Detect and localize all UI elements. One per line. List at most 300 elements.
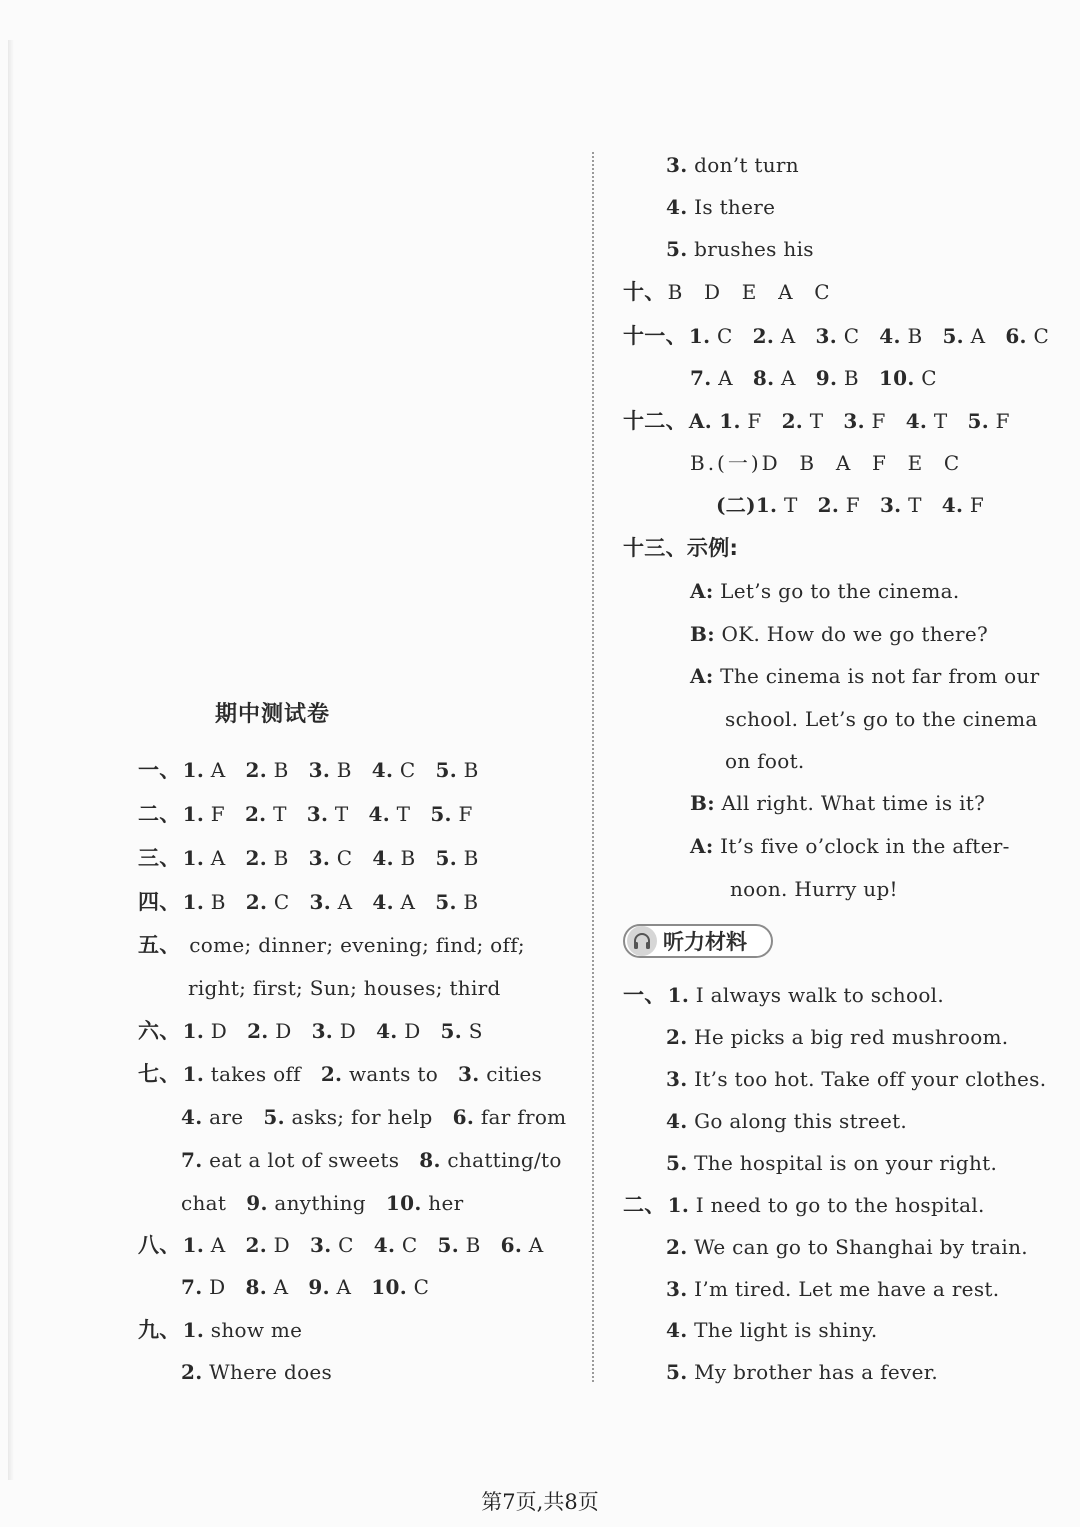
item-text: don’t turn [687, 153, 799, 177]
answer-item [419, 1148, 561, 1172]
item-text: eat a lot of sweets [202, 1148, 400, 1172]
answer-line-1: 一、 1. A 2. B 3. B 4. C 5. B [138, 758, 479, 782]
item-text: The hospital is on your right. [687, 1151, 998, 1175]
item-number: 5. [430, 802, 452, 826]
answer-item [181, 1275, 225, 1299]
answer-line-7b [181, 1103, 566, 1131]
item-number: 5. [263, 1105, 285, 1129]
item-text: F [963, 493, 985, 517]
item-text: I’m tired. Let me have a rest. [687, 1277, 1000, 1301]
items [666, 153, 799, 177]
answer-line-r2 [666, 193, 775, 221]
item-text: A [393, 890, 416, 914]
answer-item [690, 366, 733, 390]
item-text: The light is shiny. [687, 1318, 878, 1342]
item-number: 4. [372, 890, 394, 914]
answer-item [369, 802, 411, 826]
item-text: My brother has a fever. [687, 1360, 939, 1384]
dialogue-line-3c [725, 747, 805, 775]
item-number: 2. [245, 890, 268, 914]
item-number: B: [690, 791, 715, 815]
answer-line-11: 十一、 1. C 2. A 3. C 4. B 5. A 6. C [623, 324, 1050, 348]
answer-item [371, 1275, 429, 1299]
answer-line-9b [181, 1358, 332, 1386]
answer-item [376, 1019, 420, 1043]
item-number: 5. [666, 237, 688, 261]
listening-badge-label: 听力材料 [663, 930, 747, 954]
item-number: 3. [458, 1062, 480, 1086]
items [183, 758, 479, 782]
item-text: T [901, 493, 922, 517]
item-text: T [390, 802, 411, 826]
item-number: 2. [320, 1062, 343, 1086]
listening-line-2-3 [666, 1275, 999, 1303]
item-text: F [451, 802, 473, 826]
answer-item [690, 834, 1010, 858]
answer-item [880, 493, 922, 517]
answer-item [666, 1235, 1028, 1259]
item-number: 2. [244, 802, 267, 826]
item-number: 1. [182, 1062, 205, 1086]
item-number: 4. [373, 1233, 396, 1257]
items [689, 409, 1010, 433]
answer-item [689, 324, 733, 348]
dialogue-line-4 [690, 789, 985, 817]
items [181, 1191, 463, 1215]
answer-item [690, 664, 1040, 688]
dialogue-line-1 [690, 577, 960, 605]
item-number: 3. [666, 1067, 688, 1091]
item-text: A [204, 846, 226, 870]
item-text: F [864, 409, 886, 433]
item-text: A [266, 1275, 289, 1299]
item-number: 2. [781, 409, 804, 433]
answer-item [458, 1062, 542, 1086]
items [666, 237, 814, 261]
item-text: F [839, 493, 860, 517]
listening-line-1-2 [666, 1023, 1008, 1051]
item-text: C [267, 890, 290, 914]
answer-item [181, 1191, 226, 1215]
item-text: T [803, 409, 824, 433]
items [666, 195, 775, 219]
item-text: S [462, 1019, 483, 1043]
item-text: A [774, 324, 796, 348]
item-text: A [522, 1233, 544, 1257]
listening-line-2-4 [666, 1316, 878, 1344]
listening-line-1-5 [666, 1149, 997, 1177]
item-text: B [204, 890, 226, 914]
answer-item [372, 890, 415, 914]
item-text: I need to go to the hospital. [689, 1193, 985, 1217]
item-text: C [395, 1233, 418, 1257]
item-text: A [330, 890, 353, 914]
item-text: A [204, 758, 226, 782]
listening-line-2-2 [666, 1233, 1028, 1261]
answer-item [309, 846, 353, 870]
item-text: C [393, 758, 416, 782]
answer-item [310, 890, 353, 914]
item-text: All right. What time is it? [714, 791, 986, 815]
items [690, 366, 937, 390]
headphones-icon [627, 926, 657, 956]
answer-item [441, 1019, 483, 1043]
answer-item [436, 846, 479, 870]
item-number: 2. [245, 846, 267, 870]
answer-line-13: 十三、示例: [623, 536, 739, 560]
item-number: (二)1. [716, 493, 778, 517]
answer-line-6: 六、 1. D 2. D 3. D 4. D 5. S [138, 1019, 483, 1043]
item-number: 5. [666, 1360, 688, 1384]
answer-item [181, 1360, 332, 1384]
listening-line-1-4 [666, 1107, 907, 1135]
item-number: 5. [666, 1151, 688, 1175]
item-number: 1. [667, 1193, 690, 1217]
item-number: 8. [245, 1275, 267, 1299]
item-number: 5. [440, 1019, 463, 1043]
answer-text: on foot. [725, 749, 805, 773]
item-text: Let’s go to the cinema. [713, 579, 960, 603]
answer-item [430, 802, 472, 826]
item-text: Go along this street. [687, 1109, 908, 1133]
item-number: 3. [308, 846, 331, 870]
item-number: 2. [666, 1025, 688, 1049]
item-number: 1. [182, 846, 205, 870]
answer-item [246, 758, 289, 782]
answer-item [310, 1233, 354, 1257]
answer-line-7: 七、 1. takes off 2. wants to 3. cities [138, 1062, 543, 1086]
answer-item [666, 1067, 1046, 1091]
item-number: 4. [941, 493, 964, 517]
items [666, 1151, 997, 1175]
item-number: 7. [181, 1275, 203, 1299]
item-number: 4. [371, 758, 394, 782]
item-text: OK. How do we go there? [714, 622, 989, 646]
item-text: D [397, 1019, 421, 1043]
item-number: 4. [376, 1019, 398, 1043]
items [666, 1235, 1028, 1259]
item-number: 3. [308, 758, 331, 782]
item-number: 2. [817, 493, 840, 517]
answer-item [666, 1151, 997, 1175]
item-text: B [266, 758, 289, 782]
item-text: C [1026, 324, 1050, 348]
listening-line-1-1: 一、 1. I always walk to school. [623, 983, 945, 1007]
item-text: T [328, 802, 349, 826]
item-number: 4. [666, 1318, 688, 1342]
answer-line-r3 [666, 235, 814, 263]
item-text: D [333, 1019, 357, 1043]
scan-edge-shadow [8, 40, 14, 1480]
answer-line-3: 三、 1. A 2. B 3. C 4. B 5. B [138, 846, 479, 870]
answer-item [942, 493, 984, 517]
item-number: 1. [182, 758, 205, 782]
item-number: B: [690, 622, 715, 646]
item-number: 1. [182, 890, 205, 914]
item-text: C [914, 366, 937, 390]
answer-item [666, 195, 775, 219]
answer-item [879, 366, 937, 390]
answer-item [374, 1233, 418, 1257]
items [183, 1062, 543, 1086]
answer-item [753, 324, 796, 348]
item-number: 3. [311, 1019, 334, 1043]
item-text: It’s too hot. Take off your clothes. [687, 1067, 1047, 1091]
answer-item [668, 1193, 985, 1217]
answer-item [245, 802, 287, 826]
items [689, 324, 1049, 348]
item-text: C [330, 846, 353, 870]
item-number: 3. [666, 153, 688, 177]
item-number: 5. [437, 1233, 459, 1257]
answer-line-11b [690, 364, 937, 392]
items [183, 1318, 303, 1342]
answer-item [782, 409, 824, 433]
answer-item [668, 983, 944, 1007]
answer-item [372, 758, 416, 782]
answer-item [247, 1019, 291, 1043]
listening-line-2-1: 二、 1. I need to go to the hospital. [623, 1193, 985, 1217]
item-number: 3. [879, 493, 902, 517]
item-text: A [774, 366, 796, 390]
item-text: B [393, 846, 416, 870]
item-text: anything [267, 1191, 366, 1215]
answer-item [690, 622, 988, 646]
answer-text: come; dinner; evening; find; off; [189, 933, 525, 957]
item-text: C [331, 1233, 354, 1257]
item-number: 5. [435, 846, 458, 870]
answer-item [263, 1105, 432, 1129]
item-text: Where does [202, 1360, 333, 1384]
answer-item [307, 802, 349, 826]
answer-item [309, 758, 352, 782]
answer-item [690, 579, 960, 603]
answer-item [753, 366, 796, 390]
answer-item [818, 493, 860, 517]
items [666, 1025, 1008, 1049]
answer-line-4: 四、 1. B 2. C 3. A 4. A 5. B [138, 890, 479, 914]
item-text: B [457, 758, 479, 782]
item-number: 4. [879, 324, 901, 348]
answer-item [246, 890, 290, 914]
item-number: A: [690, 834, 714, 858]
answer-item [183, 758, 226, 782]
items [183, 890, 479, 914]
answer-item [906, 409, 948, 433]
answer-item [689, 409, 762, 433]
item-number: 8. [419, 1148, 441, 1172]
items [183, 1019, 483, 1043]
column-divider [592, 152, 594, 1382]
item-text: B [456, 890, 479, 914]
item-text: A [329, 1275, 352, 1299]
item-number: A: [690, 579, 714, 603]
item-text: chatting/to [440, 1148, 562, 1172]
answer-text: right; first; Sun; houses; third [188, 976, 501, 1000]
answer-line-5: 五、 come; dinner; evening; find; off; [138, 933, 525, 957]
item-text: F [740, 409, 762, 433]
answer-line-r1 [666, 151, 799, 179]
item-number: 1. [667, 983, 690, 1007]
listening-line-1-3 [666, 1065, 1046, 1093]
answer-item [879, 324, 922, 348]
dialogue-line-2 [690, 620, 988, 648]
item-number: 4. [181, 1105, 203, 1129]
items [716, 493, 984, 517]
item-number: 1. [182, 1318, 205, 1342]
item-number: 1. [182, 1019, 205, 1043]
item-text: He picks a big red mushroom. [687, 1025, 1009, 1049]
item-number: 4. [905, 409, 928, 433]
answer-line-7c [181, 1146, 562, 1174]
answer-item [181, 1105, 243, 1129]
answer-item [183, 890, 226, 914]
answer-line-8: 八、 1. A 2. D 3. C 4. C 5. B 6. A [138, 1233, 544, 1257]
answer-item [372, 846, 415, 870]
item-text: far from [474, 1105, 567, 1129]
item-text: D [202, 1275, 226, 1299]
answer-item [816, 366, 859, 390]
item-text: B [837, 366, 859, 390]
answer-item [716, 493, 798, 517]
item-number: 3. [815, 324, 838, 348]
item-number: 2. [752, 324, 775, 348]
item-number: 6. [452, 1105, 475, 1129]
answer-item [453, 1105, 567, 1129]
answer-item [308, 1275, 351, 1299]
answer-item [245, 1275, 288, 1299]
item-number: 3. [309, 890, 331, 914]
page-number: 第7页,共8页 [481, 1490, 599, 1514]
answer-line-5b [188, 974, 501, 1002]
items [666, 1318, 878, 1342]
item-text: B [457, 846, 479, 870]
item-text: T [777, 493, 798, 517]
answer-item [246, 1233, 290, 1257]
item-number: 6. [500, 1233, 523, 1257]
item-text: B [266, 846, 289, 870]
answer-item [666, 1277, 999, 1301]
answer-item [816, 324, 860, 348]
answer-line-2: 二、 1. F 2. T 3. T 4. T 5. F [138, 802, 473, 826]
item-number: 9. [815, 366, 838, 390]
item-number: 5. [967, 409, 989, 433]
answer-item [942, 324, 985, 348]
answer-line-12c [716, 491, 984, 519]
item-text: C [837, 324, 860, 348]
item-number: 7. [690, 366, 712, 390]
answer-item [968, 409, 1010, 433]
dialogue-line-3b [725, 705, 1038, 733]
answer-item [666, 1318, 878, 1342]
item-text: A [204, 1233, 226, 1257]
item-number: 10. [371, 1275, 407, 1299]
items [668, 983, 944, 1007]
item-text: A [711, 366, 733, 390]
answer-line-10: 十、 B D E A C [623, 280, 833, 304]
dialogue-line-3 [690, 662, 1040, 690]
section-title: 期中测试卷 [215, 702, 331, 727]
answer-line-12: 十二、 A. 1. F 2. T 3. F 4. T 5. F [623, 409, 1010, 433]
items [666, 1360, 938, 1384]
item-number: A. 1. [688, 409, 741, 433]
item-text: brushes his [687, 237, 814, 261]
item-number: 8. [752, 366, 775, 390]
item-number: 9. [246, 1191, 268, 1215]
items [690, 834, 1010, 858]
answer-line-8b [181, 1273, 429, 1301]
answer-item [386, 1191, 464, 1215]
items [183, 802, 473, 826]
answer-item [666, 153, 799, 177]
answer-item [666, 1109, 907, 1133]
item-number: 2. [245, 758, 267, 782]
item-text: I always walk to school. [689, 983, 945, 1007]
answer-item [183, 846, 226, 870]
answer-item [321, 1062, 438, 1086]
answer-item [181, 1148, 399, 1172]
item-number: 5. [435, 758, 458, 782]
item-text: It’s five o’clock in the after- [713, 834, 1010, 858]
items [666, 1277, 999, 1301]
item-number: 4. [666, 1109, 688, 1133]
item-text: F [988, 409, 1010, 433]
item-text: T [266, 802, 287, 826]
items [181, 1275, 429, 1299]
item-number: 7. [181, 1148, 203, 1172]
item-number: 3. [309, 1233, 332, 1257]
answer-item [436, 758, 479, 782]
item-text: B [330, 758, 352, 782]
item-number: 10. [878, 366, 915, 390]
item-number: 2. [247, 1019, 269, 1043]
answer-item [666, 1360, 938, 1384]
item-number: 4. [368, 802, 391, 826]
item-text: C [710, 324, 733, 348]
answer-item [435, 890, 478, 914]
answer-line-9: 九、 1. show me [138, 1318, 303, 1342]
answer-item [183, 1233, 226, 1257]
item-number: 5. [942, 324, 964, 348]
answer-text: B D E A C [667, 280, 833, 304]
item-number: 10. [385, 1191, 422, 1215]
item-number: 1. [182, 802, 205, 826]
item-text: her [421, 1191, 464, 1215]
answer-line-12b [690, 449, 962, 477]
answer-item [183, 1019, 227, 1043]
item-number: 3. [306, 802, 329, 826]
item-number: 6. [1005, 324, 1027, 348]
item-number: 9. [308, 1275, 330, 1299]
item-text: takes off [204, 1062, 301, 1086]
item-text: Is there [687, 195, 776, 219]
item-text: C [406, 1275, 430, 1299]
answer-item [183, 802, 225, 826]
item-number: A: [690, 664, 714, 688]
answer-item [843, 409, 885, 433]
answer-item [246, 846, 289, 870]
item-text: We can go to Shanghai by train. [687, 1235, 1028, 1259]
item-number: 1. [182, 1233, 205, 1257]
items [668, 1193, 985, 1217]
answer-text: B.(一)D B A F E C [690, 451, 963, 475]
items [183, 1233, 544, 1257]
item-number: 2. [181, 1360, 203, 1384]
answer-line-7d [181, 1189, 463, 1217]
item-number: 2. [245, 1233, 267, 1257]
answer-item [666, 1025, 1008, 1049]
item-text: asks; for help [284, 1105, 433, 1129]
